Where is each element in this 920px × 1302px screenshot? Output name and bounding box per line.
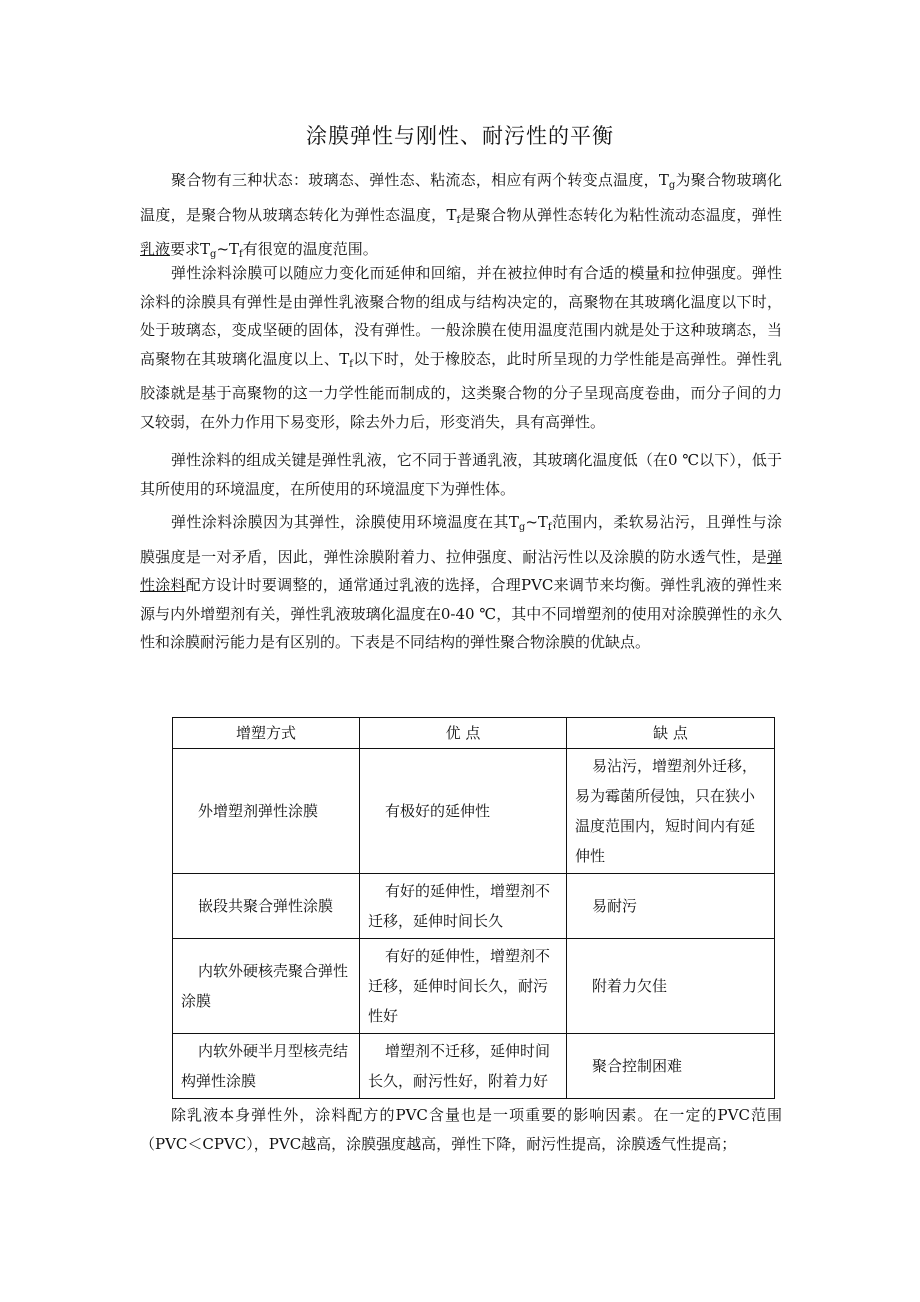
subscript: g — [668, 180, 676, 191]
text-run: 配方设计时要调整的，通常通过乳液的选择，合理PVC来调节来均衡。弹性乳液的弹性来源与内外增塑剂有关，弹性乳液玻璃化温度在0-40 ℃，其中不同增塑剂的使用对涂膜弹性的永久性和涂膜耐污能力是有区别的。下表是不同结构的弹性聚合物涂膜的优缺点。 — [140, 576, 782, 651]
table-cell: 增塑剂不迁移，延伸时间长久，耐污性好，附着力好 — [360, 1034, 567, 1099]
text-run: 弹性涂料涂膜可以随应力变化而延伸和回缩，并在被拉伸时有合适的模量和拉伸强度。弹性涂料的涂膜具有弹性是由弹性乳液聚合物的组成与结构决定的，高聚物在其玻璃化温度以下时，处于玻璃态，变成坚硬的固体，没有弹性。一般涂膜在使用温度范围内就是处于这种玻璃态，当高聚物在其玻璃化温度以上、T — [140, 264, 782, 368]
table-cell: 内软外硬核壳聚合弹性涂膜 — [173, 939, 360, 1034]
text-run: 聚合物有三种状态：玻璃态、弹性态、粘流态，相应有两个转变点温度，T — [171, 171, 669, 189]
comparison-table — [172, 717, 775, 1099]
text-run: 要求T — [170, 240, 211, 258]
subscript: f — [547, 522, 552, 533]
table-cell: 外增塑剂弹性涂膜 — [173, 749, 360, 874]
subscript: f — [349, 358, 353, 370]
paragraph-elasticity — [140, 259, 782, 436]
subscript: f — [456, 214, 461, 226]
table-cell: 有好的延伸性，增塑剂不迁移，延伸时间长久，耐污性好 — [360, 939, 567, 1034]
elastic-coating-link[interactable]: 弹性涂料 — [140, 547, 782, 594]
paragraph-states — [140, 166, 782, 270]
document-title: 涂膜弹性与刚性、耐污性的平衡 — [306, 124, 614, 148]
table-header-row — [173, 718, 775, 749]
table-cell: 内软外硬半月型核壳结构弹性涂膜 — [173, 1034, 360, 1099]
subscript: g — [210, 249, 217, 260]
table-cell: 附着力欠佳 — [567, 939, 775, 1034]
table-row — [173, 749, 775, 874]
table-row — [173, 1034, 775, 1099]
text-run: 是聚合物从弹性态转化为粘性流动态温度，弹性 — [460, 205, 782, 224]
text-run: ~T — [216, 240, 240, 258]
text-run: 为聚合物玻璃化温度，是聚合物从玻璃态转化为弹性态温度，T — [140, 171, 782, 224]
paragraph-balance — [140, 508, 782, 657]
table-header: 增塑方式 — [173, 718, 360, 749]
table-header: 缺 点 — [567, 718, 775, 749]
text-run: 以下时，处于橡胶态，此时所呈现的力学性能是高弹性。弹性乳胶漆就是基于高聚物的这一力学性能而制成的，这类聚合物的分子呈现高度卷曲，而分子间的力又较弱，在外力作用下易变形，除去外力后，形变消失，具有高弹性。 — [140, 349, 782, 431]
subscript: f — [239, 249, 243, 260]
text-run: 范围内，柔软易沾污，且弹性与涂膜强度是一对矛盾，因此，弹性涂膜附着力、拉伸强度、耐沾污性以及涂膜的防水透气性，是 — [140, 513, 782, 566]
paragraph-composition: 弹性涂料的组成关键是弹性乳液，它不同于普通乳液，其玻璃化温度低（在0 ℃以下），低于其所使用的环境温度，在所使用的环境温度下为弹性体。 — [140, 451, 782, 498]
table-header: 优 点 — [360, 718, 567, 749]
table-cell: 易沾污，增塑剂外迁移，易为霉菌所侵蚀，只在狭小温度范围内，短时间内有延伸性 — [567, 749, 775, 874]
table-row — [173, 874, 775, 939]
emulsion-link[interactable]: 乳液 — [140, 240, 171, 258]
table-cell: 有好的延伸性，增塑剂不迁移，延伸时间长久 — [360, 874, 567, 939]
table-cell: 嵌段共聚合弹性涂膜 — [173, 874, 360, 939]
text-run: 有很宽的温度范围。 — [242, 240, 378, 258]
paragraph-pvc: 除乳液本身弹性外，涂料配方的PVC含量也是一项重要的影响因素。在一定的PVC范围（PVC＜CPVC），PVC越高，涂膜强度越高，弹性下降，耐污性提高，涂膜透气性提高； — [140, 1106, 782, 1153]
table-cell: 有极好的延伸性 — [360, 749, 567, 874]
table-row — [173, 939, 775, 1034]
text-run: 弹性涂料涂膜因为其弹性，涂膜使用环境温度在其T — [171, 513, 519, 531]
table-cell: 聚合控制困难 — [567, 1034, 775, 1099]
text-run: ~T — [525, 513, 548, 531]
table-cell: 易耐污 — [567, 874, 775, 939]
subscript: g — [518, 522, 526, 533]
